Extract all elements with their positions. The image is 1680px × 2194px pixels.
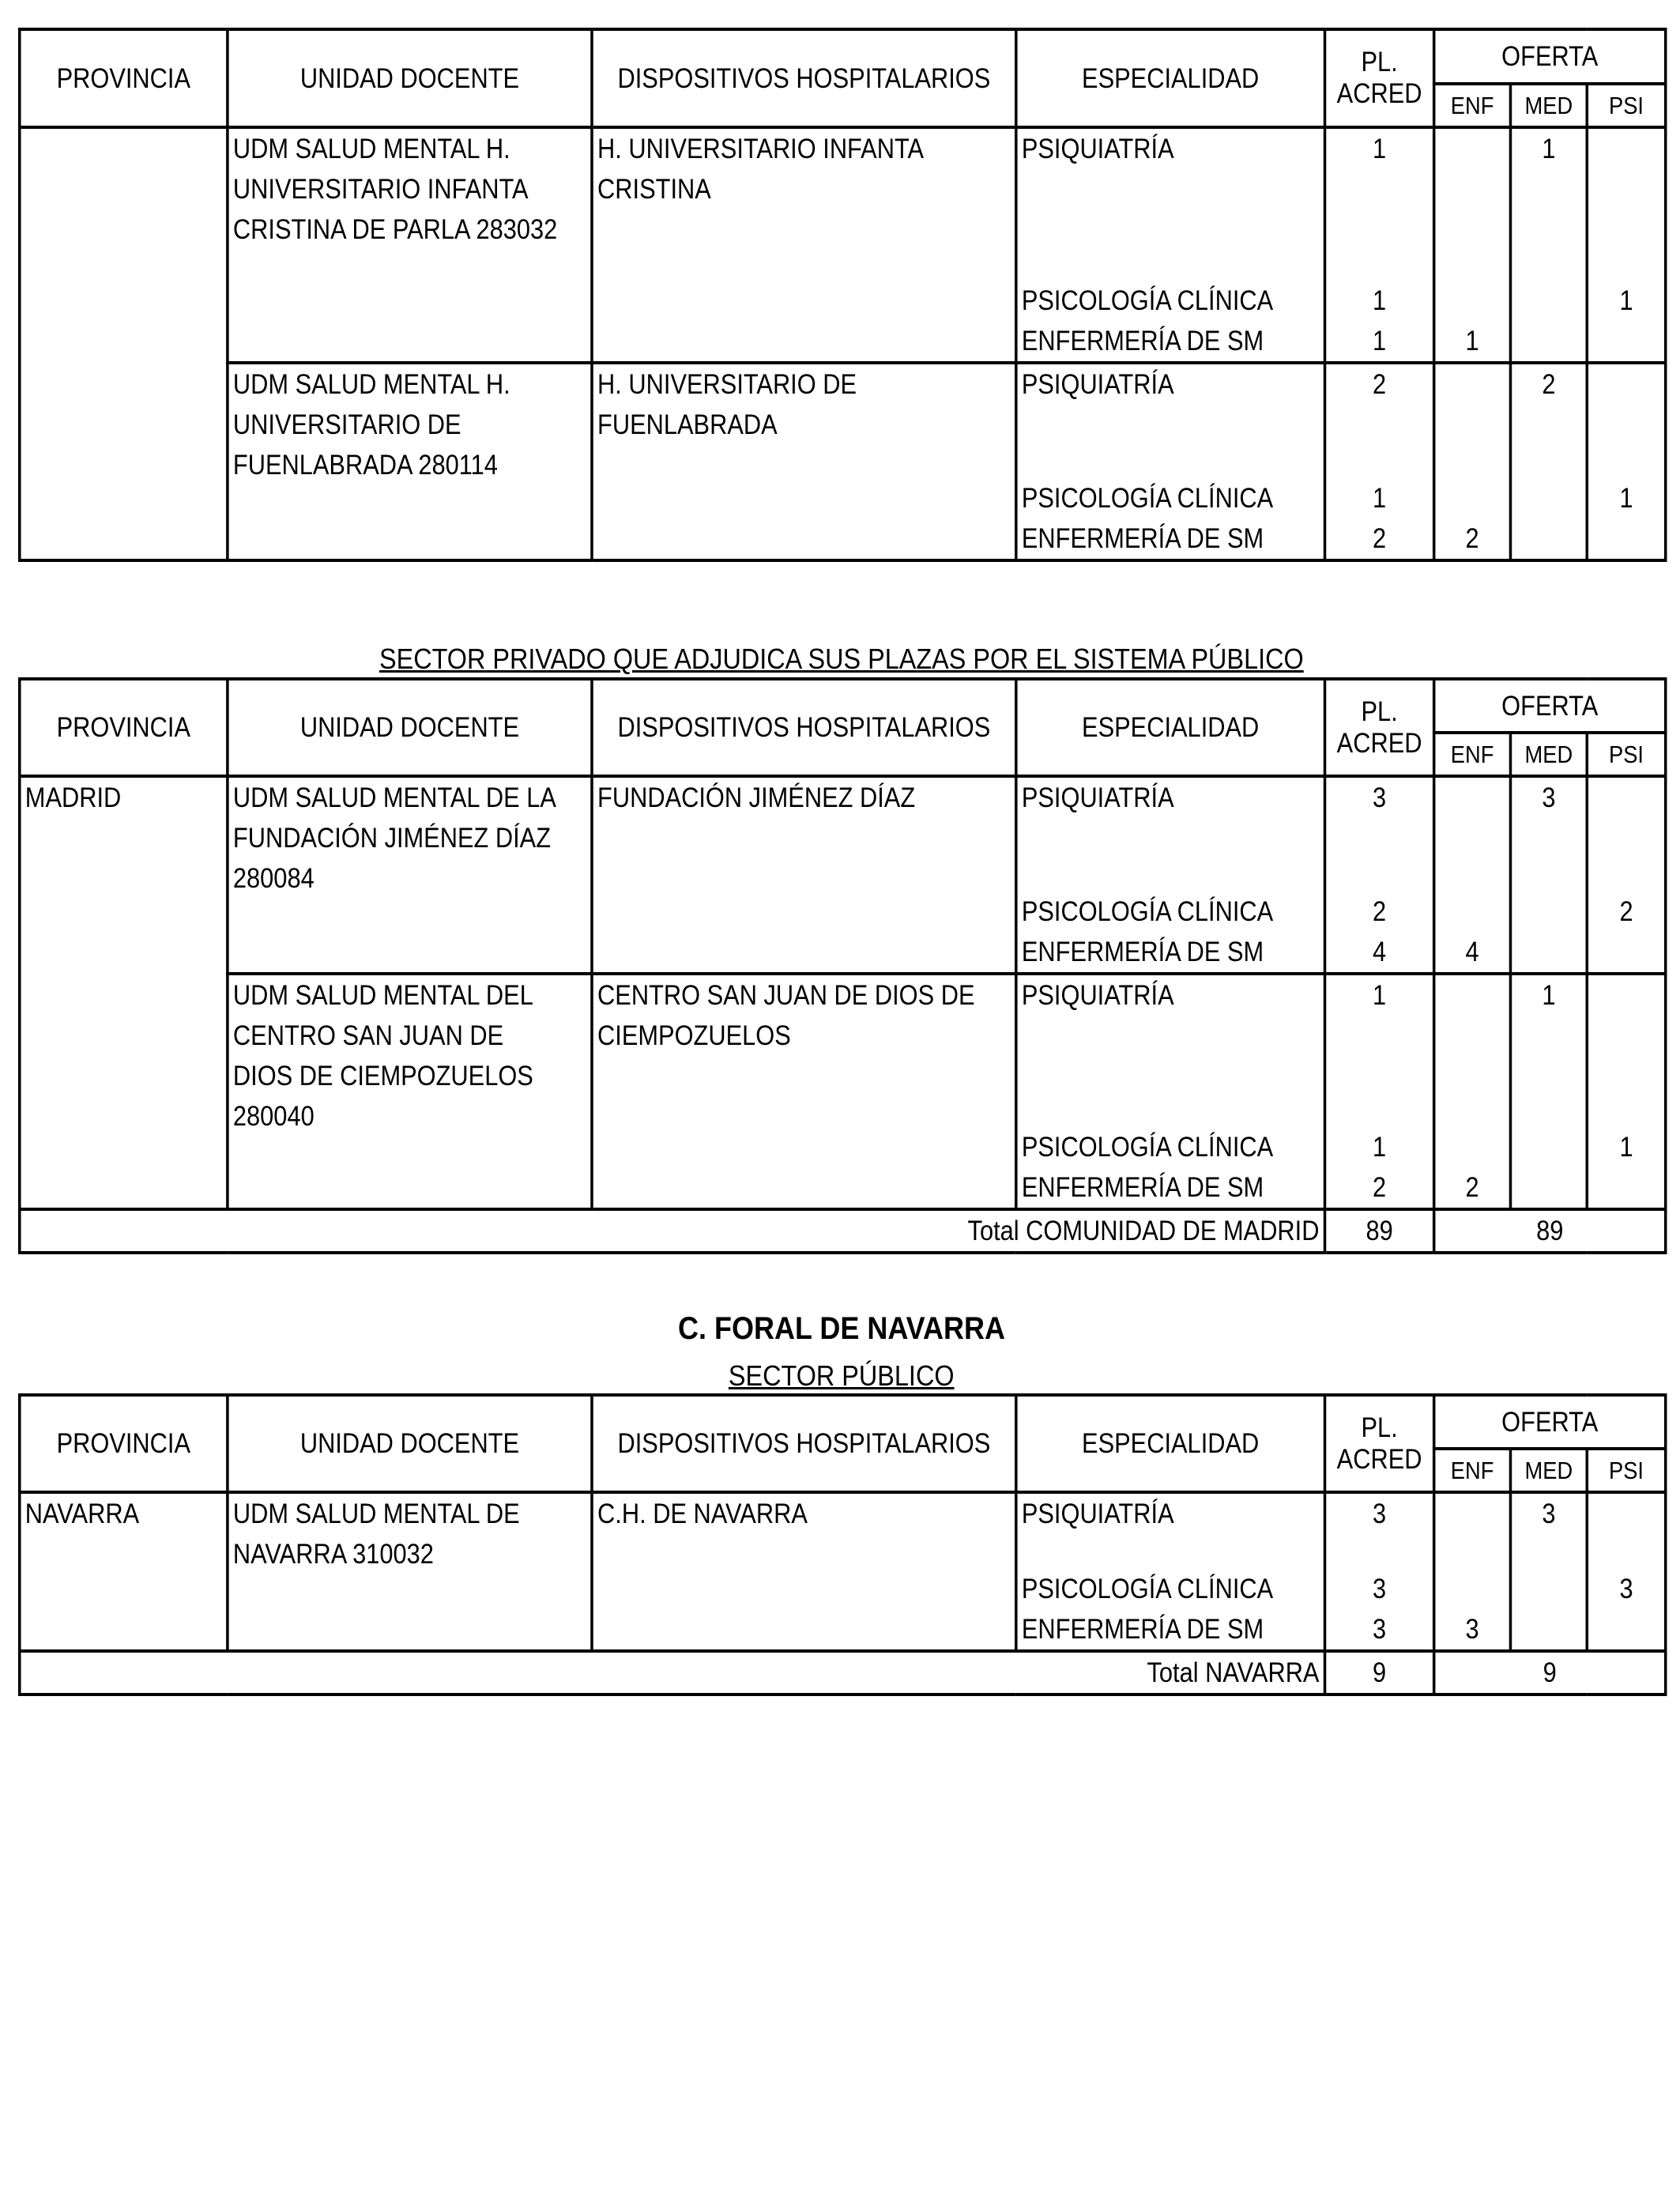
total-row [20,1651,1666,1695]
pl-acred-line2: ACRED [1336,727,1422,759]
pl-acred-cell: 1 [1325,1127,1434,1167]
enf-cell [1434,363,1511,478]
col-header-dispositivos: DISPOSITIVOS HOSPITALARIOS [592,1395,1016,1492]
especialidad-cell: PSICOLOGÍA CLÍNICA [1016,892,1325,932]
especialidad-cell: PSICOLOGÍA CLÍNICA [1016,1127,1325,1167]
enf-cell [1434,1492,1511,1569]
unidad-line: 280084 [232,863,315,894]
total-row [20,1209,1666,1253]
enf-cell [1434,1127,1511,1167]
dispositivo-cell [592,1492,1016,1651]
total-label: Total COMUNIDAD DE MADRID [20,1209,1325,1253]
psi-cell: 2 [1587,892,1665,932]
col-header-dispositivos: DISPOSITIVOS HOSPITALARIOS [592,679,1016,776]
psi-cell: 1 [1587,478,1665,518]
enf-cell [1434,974,1511,1127]
pl-acred-line1: PL. [1361,47,1398,77]
med-cell: 1 [1510,974,1587,1127]
med-cell [1510,892,1587,932]
total-pl-acred: 89 [1325,1209,1434,1253]
unidad-line: FUNDACIÓN JIMÉNEZ DÍAZ [232,823,552,854]
especialidad-cell: PSIQUIATRÍA [1016,363,1325,478]
especialidad-cell: PSIQUIATRÍA [1016,1492,1325,1569]
unidad-line: UDM SALUD MENTAL DEL [232,980,533,1011]
enf-cell: 1 [1434,321,1511,363]
unidad-line: 280040 [232,1101,315,1132]
col-header-psi: PSI [1587,84,1665,127]
med-cell [1510,518,1587,560]
unidad-docente-cell [228,974,592,1209]
unidad-docente-cell [228,363,592,560]
pl-acred-cell: 4 [1325,932,1434,974]
col-header-especialidad: ESPECIALIDAD [1016,1395,1325,1492]
pl-acred-cell: 3 [1325,1609,1434,1651]
especialidad-cell: ENFERMERÍA DE SM [1016,518,1325,560]
col-header-oferta: OFERTA [1434,1395,1666,1449]
col-header-pl-acred [1325,1395,1434,1492]
unidad-line: UNIVERSITARIO INFANTA [232,174,529,205]
table-row [20,127,1666,281]
total-label: Total NAVARRA [20,1651,1325,1695]
psi-cell [1587,1609,1665,1651]
especialidad-cell: PSICOLOGÍA CLÍNICA [1016,478,1325,518]
pl-acred-cell: 2 [1325,1167,1434,1209]
col-header-med: MED [1510,84,1587,127]
especialidad-cell: PSIQUIATRÍA [1016,776,1325,892]
col-header-provincia: PROVINCIA [20,679,228,776]
col-header-dispositivos: DISPOSITIVOS HOSPITALARIOS [592,29,1016,127]
unidad-docente-cell [228,127,592,363]
enf-cell: 3 [1434,1609,1511,1651]
dispositivo-line: CENTRO SAN JUAN DE DIOS DE [597,980,975,1011]
pl-acred-line1: PL. [1361,696,1398,727]
psi-cell [1587,1492,1665,1569]
provincia-cell [20,127,228,560]
psi-cell [1587,321,1665,363]
enf-cell [1434,1569,1511,1609]
pl-acred-cell: 1 [1325,974,1434,1127]
enf-cell [1434,281,1511,321]
col-header-pl-acred [1325,29,1434,127]
pl-acred-cell: 1 [1325,321,1434,363]
dispositivo-line: FUENLABRADA [597,409,778,440]
psi-cell [1587,932,1665,974]
unidad-line: UNIVERSITARIO DE [232,409,461,440]
med-cell [1510,1127,1587,1167]
especialidad-cell: ENFERMERÍA DE SM [1016,321,1325,363]
enf-cell [1434,892,1511,932]
psi-cell [1587,363,1665,478]
psi-cell [1587,127,1665,281]
enf-cell: 4 [1434,932,1511,974]
dispositivo-line: H. UNIVERSITARIO INFANTA [597,134,925,164]
psi-cell [1587,518,1665,560]
section-caption-sector-publico [18,1359,1664,1393]
unidad-line: CENTRO SAN JUAN DE [232,1020,504,1051]
med-cell: 3 [1510,1492,1587,1569]
pl-acred-cell: 2 [1325,518,1434,560]
unidad-line: UDM SALUD MENTAL DE LA [232,782,556,813]
col-header-med: MED [1510,733,1587,776]
col-header-provincia: PROVINCIA [20,29,228,127]
psi-cell [1587,1167,1665,1209]
col-header-pl-acred [1325,679,1434,776]
especialidad-cell: PSICOLOGÍA CLÍNICA [1016,281,1325,321]
col-header-especialidad: ESPECIALIDAD [1016,679,1325,776]
med-cell: 1 [1510,127,1587,281]
dispositivo-line: H. UNIVERSITARIO DE [597,369,857,400]
table-madrid-private [18,677,1667,1254]
title-text: C. FORAL DE NAVARRA [677,1311,1005,1346]
caption-text: SECTOR PÚBLICO [728,1359,955,1392]
col-header-unidad-docente: UNIDAD DOCENTE [228,1395,592,1492]
pl-acred-cell: 1 [1325,478,1434,518]
header-row [20,679,1666,733]
pl-acred-cell: 1 [1325,127,1434,281]
provincia-cell: MADRID [20,776,228,1209]
pl-acred-cell: 3 [1325,1492,1434,1569]
med-cell [1510,321,1587,363]
col-header-psi: PSI [1587,1449,1665,1492]
unidad-line: DIOS DE CIEMPOZUELOS [232,1061,533,1091]
med-cell [1510,1167,1587,1209]
col-header-enf: ENF [1434,733,1511,776]
col-header-psi: PSI [1587,733,1665,776]
col-header-unidad-docente: UNIDAD DOCENTE [228,29,592,127]
especialidad-cell: ENFERMERÍA DE SM [1016,932,1325,974]
unidad-line: FUENLABRADA 280114 [232,450,498,481]
col-header-oferta: OFERTA [1434,29,1666,84]
med-cell [1510,281,1587,321]
total-oferta: 9 [1434,1651,1666,1695]
pl-acred-cell: 2 [1325,892,1434,932]
especialidad-cell: ENFERMERÍA DE SM [1016,1167,1325,1209]
med-cell [1510,478,1587,518]
col-header-provincia: PROVINCIA [20,1395,228,1492]
table-row [20,363,1666,478]
dispositivo-cell [592,776,1016,974]
header-row [20,29,1666,84]
unidad-docente-cell [228,776,592,974]
col-header-enf: ENF [1434,84,1511,127]
dispositivo-line: CRISTINA [597,174,711,205]
psi-cell: 1 [1587,1127,1665,1167]
enf-cell [1434,478,1511,518]
section-title-navarra [18,1312,1664,1345]
dispositivo-cell [592,363,1016,560]
total-oferta: 89 [1434,1209,1666,1253]
psi-cell [1587,974,1665,1127]
total-pl-acred: 9 [1325,1651,1434,1695]
med-cell [1510,1609,1587,1651]
med-cell: 2 [1510,363,1587,478]
dispositivo-line: FUNDACIÓN JIMÉNEZ DÍAZ [597,782,916,813]
unidad-line: UDM SALUD MENTAL H. [232,134,510,164]
col-header-especialidad: ESPECIALIDAD [1016,29,1325,127]
table-row [20,1492,1666,1569]
enf-cell: 2 [1434,518,1511,560]
med-cell [1510,1569,1587,1609]
especialidad-cell: PSIQUIATRÍA [1016,127,1325,281]
pl-acred-cell: 3 [1325,776,1434,892]
psi-cell [1587,776,1665,892]
table-navarra [18,1393,1667,1696]
pl-acred-cell: 1 [1325,281,1434,321]
header-row [20,1395,1666,1449]
unidad-line: NAVARRA 310032 [232,1539,434,1570]
med-cell: 3 [1510,776,1587,892]
provincia-cell: NAVARRA [20,1492,228,1651]
unidad-line: UDM SALUD MENTAL H. [232,369,510,400]
pl-acred-cell: 2 [1325,363,1434,478]
section-caption-sector-privado [18,643,1664,676]
enf-cell [1434,127,1511,281]
med-cell [1510,932,1587,974]
especialidad-cell: PSIQUIATRÍA [1016,974,1325,1127]
col-header-oferta: OFERTA [1434,679,1666,733]
enf-cell [1434,776,1511,892]
pl-acred-line2: ACRED [1336,78,1422,109]
pl-acred-line2: ACRED [1336,1443,1422,1475]
unidad-line: CRISTINA DE PARLA 283032 [232,214,558,245]
unidad-line: UDM SALUD MENTAL DE [232,1498,520,1529]
table-row [20,776,1666,892]
table-madrid-public-continued [18,28,1667,562]
enf-cell: 2 [1434,1167,1511,1209]
pl-acred-line1: PL. [1361,1412,1398,1443]
psi-cell: 3 [1587,1569,1665,1609]
col-header-med: MED [1510,1449,1587,1492]
dispositivo-line: CIEMPOZUELOS [597,1020,791,1051]
dispositivo-cell [592,974,1016,1209]
psi-cell: 1 [1587,281,1665,321]
table-row [20,974,1666,1127]
dispositivo-cell [592,127,1016,363]
caption-text: SECTOR PRIVADO QUE ADJUDICA SUS PLAZAS POR EL SISTEMA PÚBLICO [379,643,1304,675]
dispositivo-line: C.H. DE NAVARRA [597,1498,808,1529]
especialidad-cell: PSICOLOGÍA CLÍNICA [1016,1569,1325,1609]
especialidad-cell: ENFERMERÍA DE SM [1016,1609,1325,1651]
pl-acred-cell: 3 [1325,1569,1434,1609]
col-header-unidad-docente: UNIDAD DOCENTE [228,679,592,776]
col-header-enf: ENF [1434,1449,1511,1492]
unidad-docente-cell [228,1492,592,1651]
